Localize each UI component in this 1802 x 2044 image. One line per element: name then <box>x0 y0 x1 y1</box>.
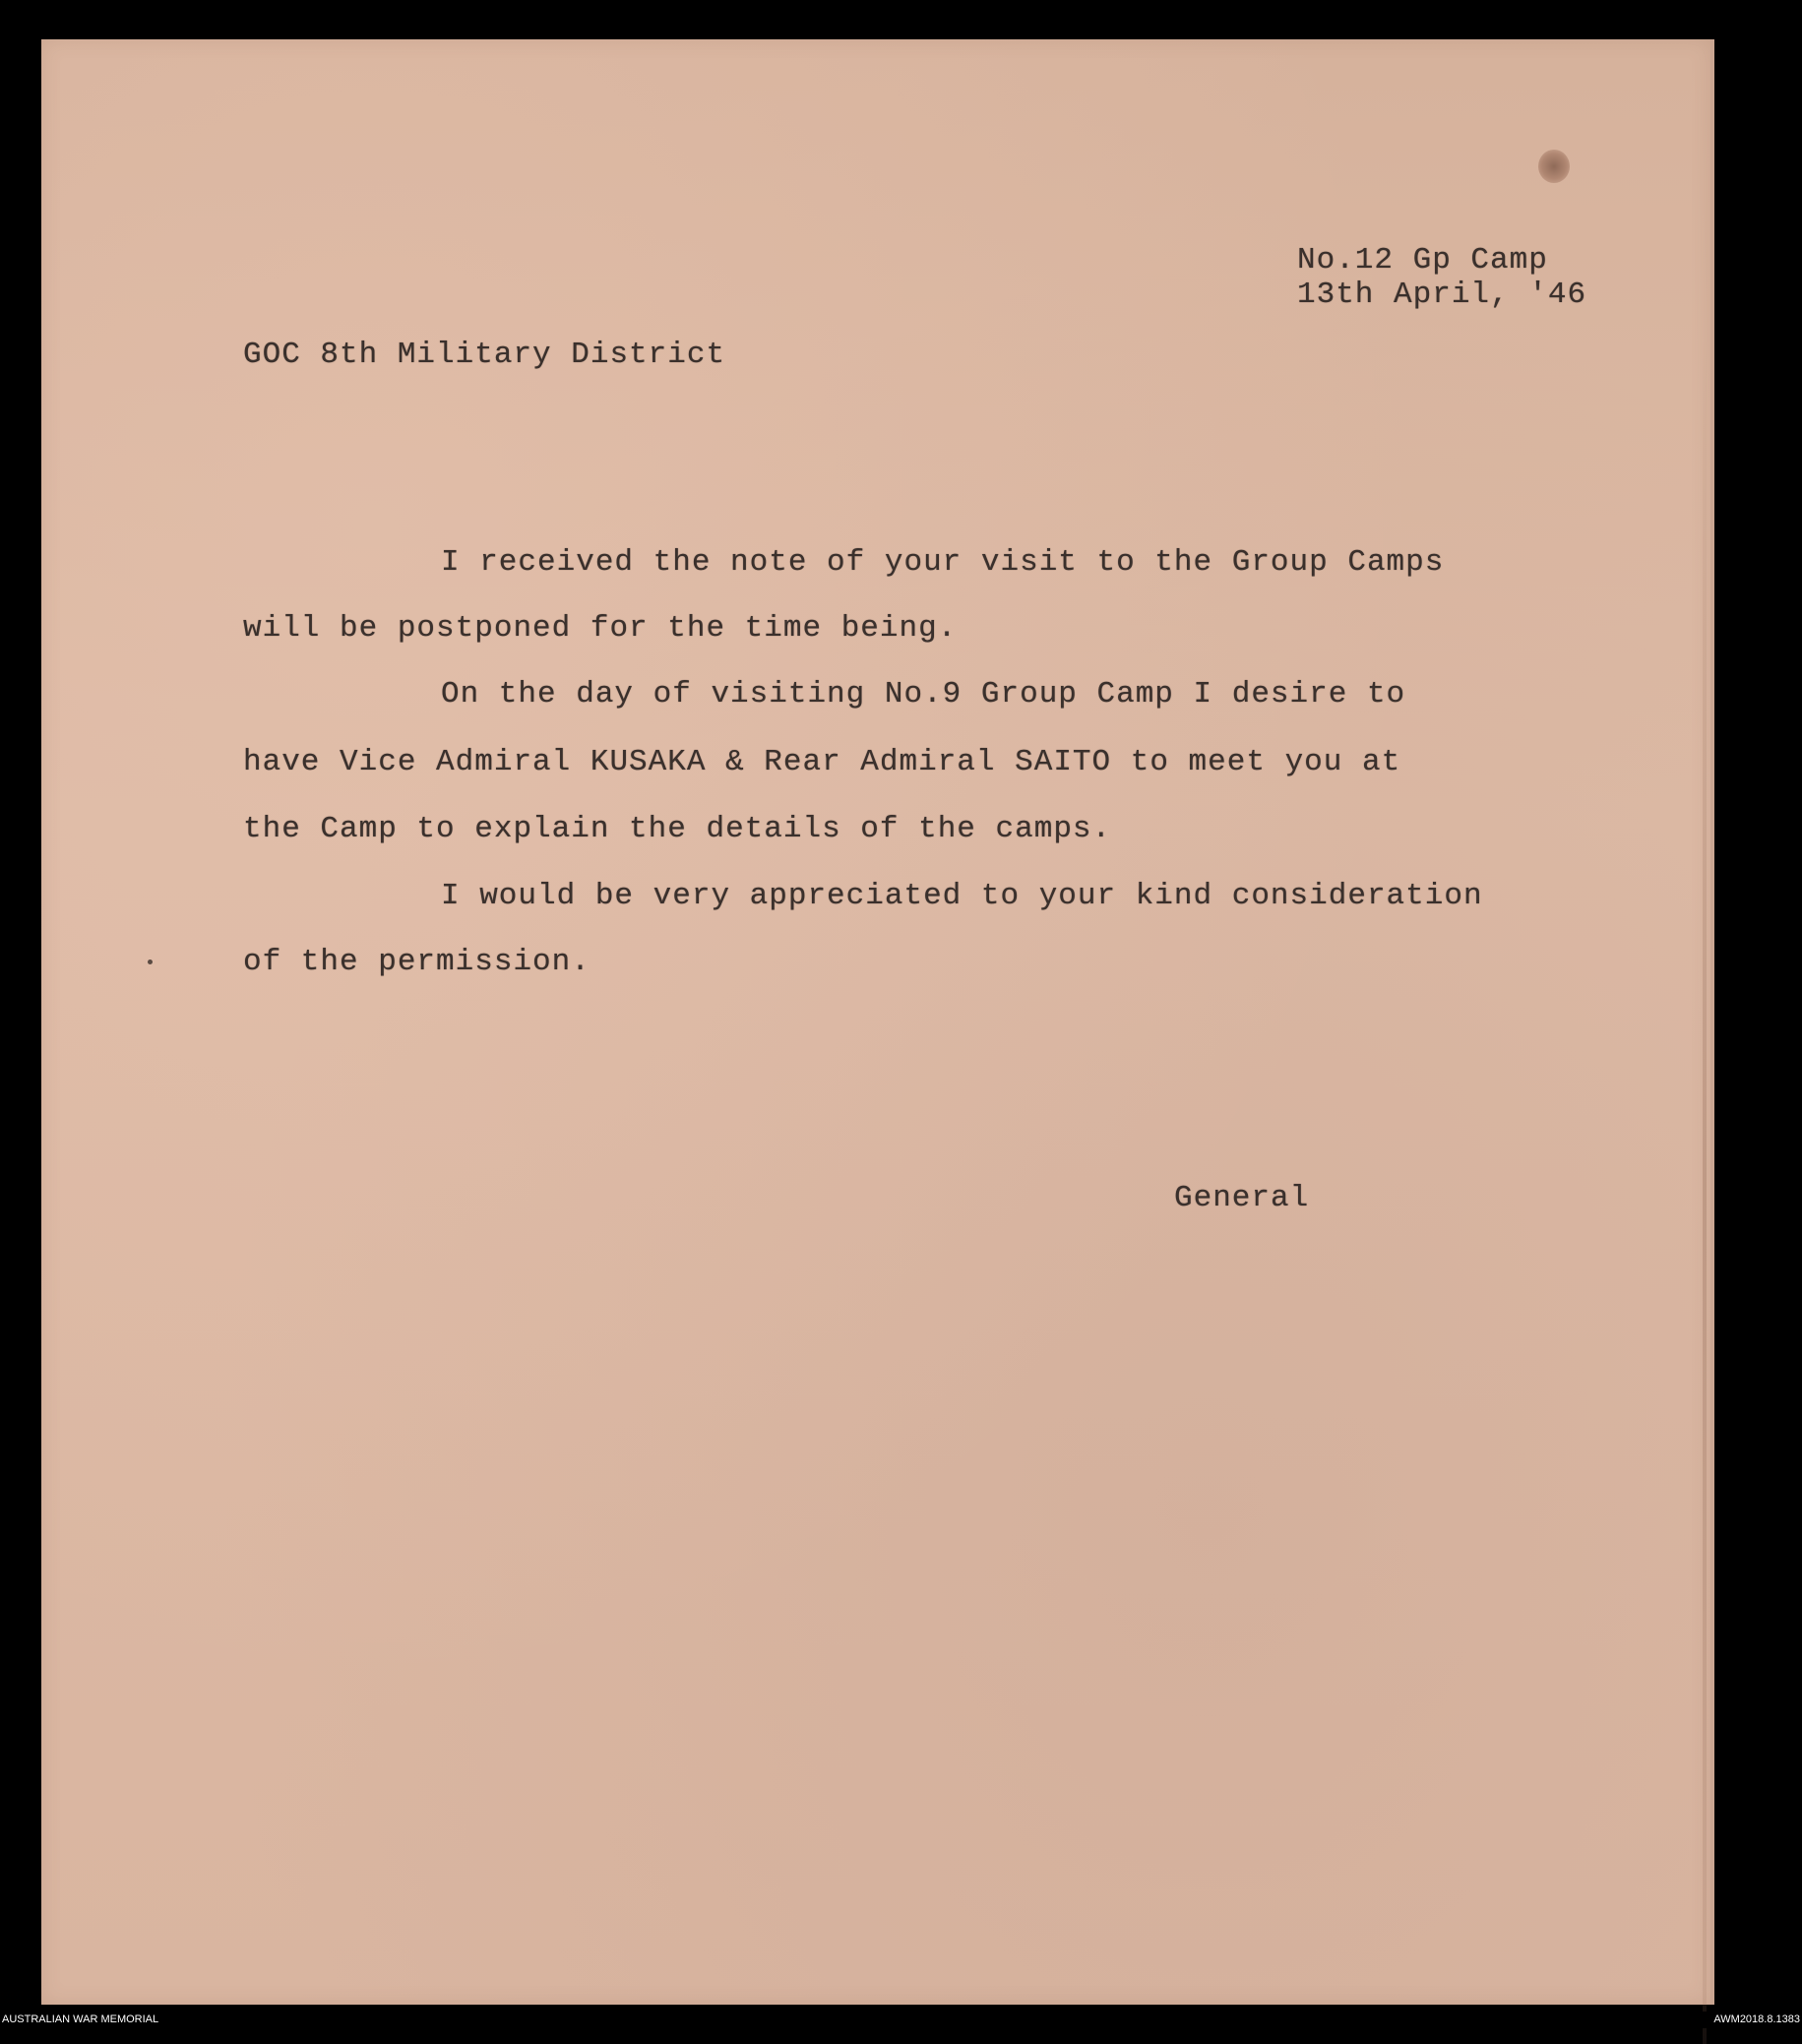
paper-stain <box>1538 150 1570 183</box>
footer-credit: AUSTRALIAN WAR MEMORIAL <box>2 2013 159 2025</box>
body-line: will be postponed for the time being. <box>243 611 958 646</box>
header-date: 13th April, '46 <box>1297 278 1587 312</box>
header-location: No.12 Gp Camp <box>1297 243 1548 278</box>
body-line: I received the note of your visit to the Group Camps <box>441 545 1445 580</box>
body-line: of the permission. <box>243 945 590 979</box>
paper-fold-line <box>1703 335 1707 2044</box>
body-line: On the day of visiting No.9 Group Camp I desire to <box>441 677 1406 712</box>
footer-bar <box>0 2012 1802 2028</box>
body-line: I would be very appreciated to your kind consideration <box>441 879 1483 913</box>
footer-accession-number: AWM2018.8.1383 <box>1713 2013 1800 2025</box>
letter-paper <box>41 39 1714 2005</box>
body-line: the Camp to explain the details of the camps. <box>243 812 1112 846</box>
addressee: GOC 8th Military District <box>243 338 726 372</box>
margin-mark <box>148 960 153 964</box>
signature: General <box>1174 1181 1310 1215</box>
body-line: have Vice Admiral KUSAKA & Rear Admiral SAITO to meet you at <box>243 745 1401 779</box>
